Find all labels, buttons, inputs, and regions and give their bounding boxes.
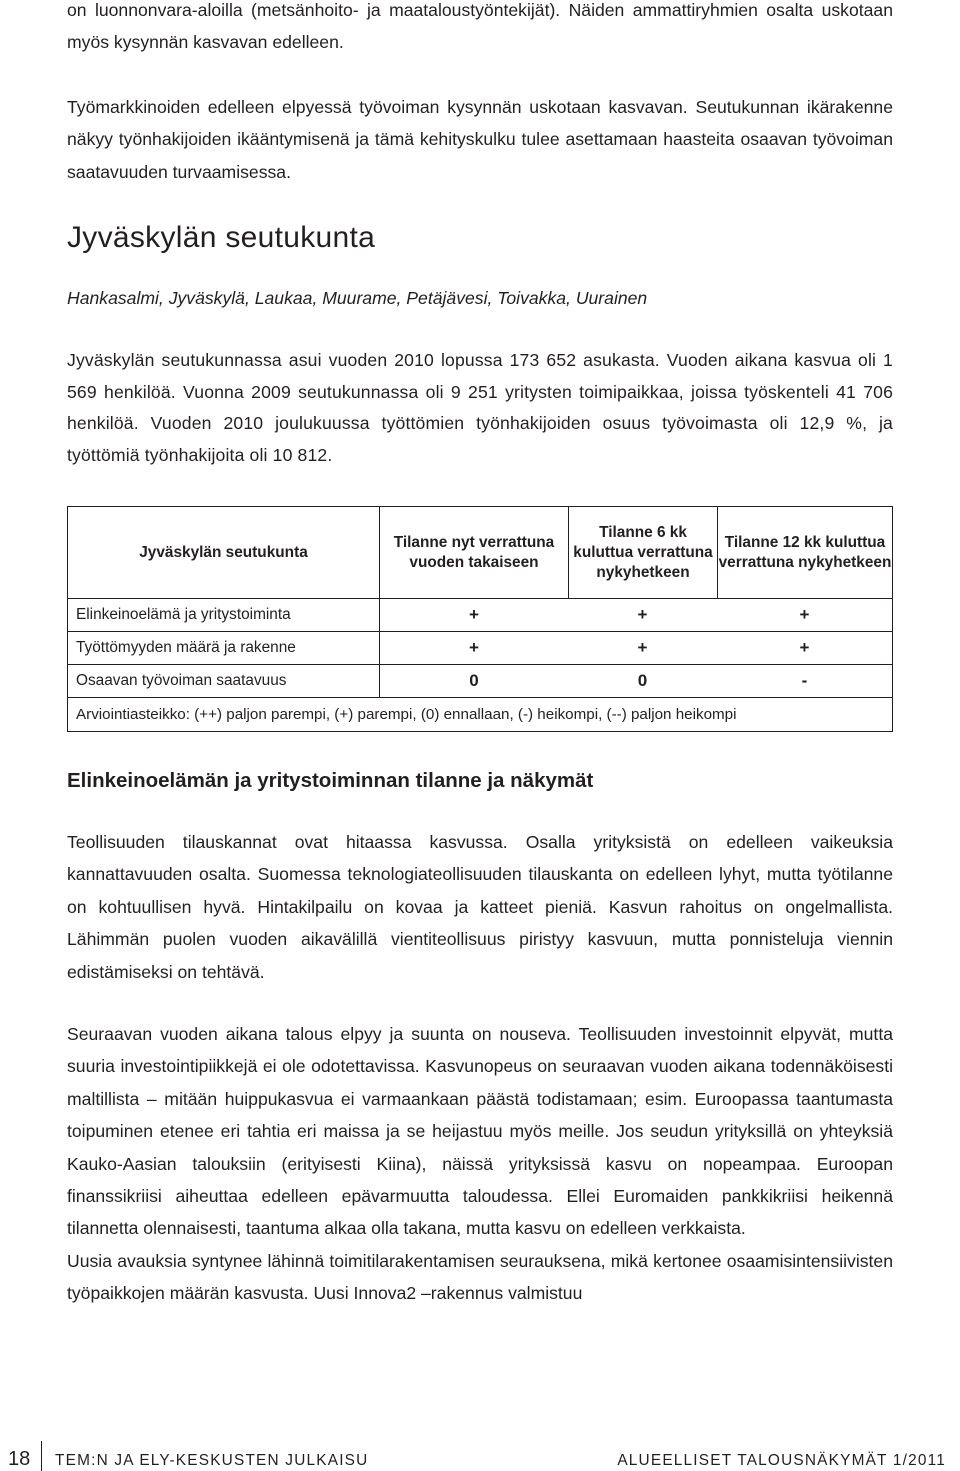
municipalities-list: Hankasalmi, Jyväskylä, Laukaa, Muurame, Petäjävesi, Toivakka, Uurainen (67, 288, 648, 308)
rating-12-months: - (801, 671, 808, 690)
page-footer (0, 1441, 960, 1471)
table-header-row (68, 507, 892, 599)
page-number: 18 (8, 1448, 31, 1470)
row-label: Työttömyyden määrä ja rakenne (76, 639, 296, 656)
labour-market-paragraph: Työmarkkinoiden edelleen elpyessä työvoiman kysynnän uskotaan kasvavan. Seutukunnan ikärakenne näkyy työnhakijoiden ikääntymisenä ja tämä kehityskulku tulee asettamaan haasteita osaavan työvoiman saatavuuden turvaamisessa. (67, 97, 893, 182)
footer-divider (41, 1441, 42, 1471)
publication-issue: ALUEELLISET TALOUSNÄKYMÄT 1/2011 (617, 1452, 946, 1469)
intro-continuation-paragraph: on luonnonvara-aloilla (metsänhoito- ja maataloustyöntekijät). Näiden ammattiryhmien osalta uskotaan myös kysynnän kasvavan edelleen. (67, 0, 893, 53)
row-label: Elinkeinoelämä ja yritystoiminta (76, 606, 291, 623)
table-header-6-months: Tilanne 6 kk kuluttua verrattuna nykyhetkeen (568, 507, 717, 598)
rating-12-months: + (799, 605, 810, 624)
table-header-12-months: Tilanne 12 kk kuluttua verrattuna nykyhetkeen (717, 507, 892, 598)
industry-paragraph: Teollisuuden tilauskannat ovat hitaassa kasvussa. Osalla yrityksistä on edelleen vaikeuksia kannattavuuden osalta. Suomessa teknologiateollisuuden tilauskanta on edelleen lyhyt, mutta työtilanne on kohtuullisen hyvä. Hintakilpailu on kovaa ja katteet pieniä. Kasvun rahoitus on ongelmallista. Lähimmän puolen vuoden aikavälillä vientiteollisuus piristyy kasvuun, mutta ponnisteluja viennin edistämiseksi on tehtävä. (67, 832, 893, 982)
business-section-title: Elinkeinoelämän ja yritystoiminnan tilanne ja näkymät (67, 769, 594, 792)
economy-text-block (67, 1018, 893, 1310)
table-row (68, 599, 892, 632)
rating-6-months: + (637, 605, 648, 624)
rating-now: 0 (379, 665, 568, 697)
table-header-now: Tilanne nyt verrattuna vuoden takaiseen (379, 507, 568, 598)
table-row (68, 665, 892, 698)
outlook-table (67, 506, 893, 732)
rating-scale-note: Arviointiasteikko: (++) paljon parempi, (+) parempi, (0) ennallaan, (-) heikompi, (--) paljon heikompi (76, 706, 737, 723)
row-label: Osaavan työvoiman saatavuus (76, 672, 287, 689)
rating-now: + (379, 632, 568, 664)
rating-6-months: 0 (637, 671, 648, 690)
table-row (68, 632, 892, 665)
table-scale-row (68, 698, 892, 731)
economy-paragraph: Seuraavan vuoden aikana talous elpyy ja suunta on nouseva. Teollisuuden investoinnit elpyvät, mutta suuria investointipiikkejä ei ole odotettavissa. Kasvunopeus on seuraavan vuoden aikana todennäköisesti maltillista – mitään huippukasvua ei varmaankaan päästä todistamaan; esim. Euroopassa taantumasta toipuminen etenee eri tahtia eri maissa ja se heijastuu myös meille. Jos seudun yrityksillä on yhteyksiä Kauko-Aasian talouksiin (erityisesti Kiina), näissä yrityksissä kasvu on nopeampaa. Euroopan finanssikriisi aiheuttaa edelleen epävarmuutta taloudessa. Ellei Euromaiden pankkikriisi heikennä tilannetta olennaisesti, taantuma alkaa olla takana, mutta kasvu on edelleen verkkaista. (67, 1024, 893, 1239)
table-header-region: Jyväskylän seutukunta (139, 543, 308, 561)
region-title: Jyväskylän seutukunta (67, 221, 376, 254)
region-summary-paragraph: Jyväskylän seutukunnassa asui vuoden 2010 lopussa 173 652 asukasta. Vuoden aikana kasvua oli 1 569 henkilöä. Vuonna 2009 seutukunnassa oli 9 251 yritysten toimipaikkaa, joissa työskenteli 41 706 henkilöä. Vuoden 2010 joulukuussa työttömien työnhakijoiden osuus työvoimasta oli 12,9 %, ja työttömiä työnhakijoita oli 10 812. (67, 350, 893, 465)
publication-name: TEM:N JA ELY-KESKUSTEN JULKAISU (55, 1452, 369, 1469)
openings-paragraph: Uusia avauksia syntynee lähinnä toimitilarakentamisen seurauksena, mikä kertonee osaamisintensiivisten työpaikkojen määrän kasvusta. Uusi Innova2 –rakennus valmistuu (67, 1250, 893, 1304)
rating-12-months: + (799, 638, 810, 657)
rating-6-months: + (637, 638, 648, 657)
rating-now: + (379, 599, 568, 631)
